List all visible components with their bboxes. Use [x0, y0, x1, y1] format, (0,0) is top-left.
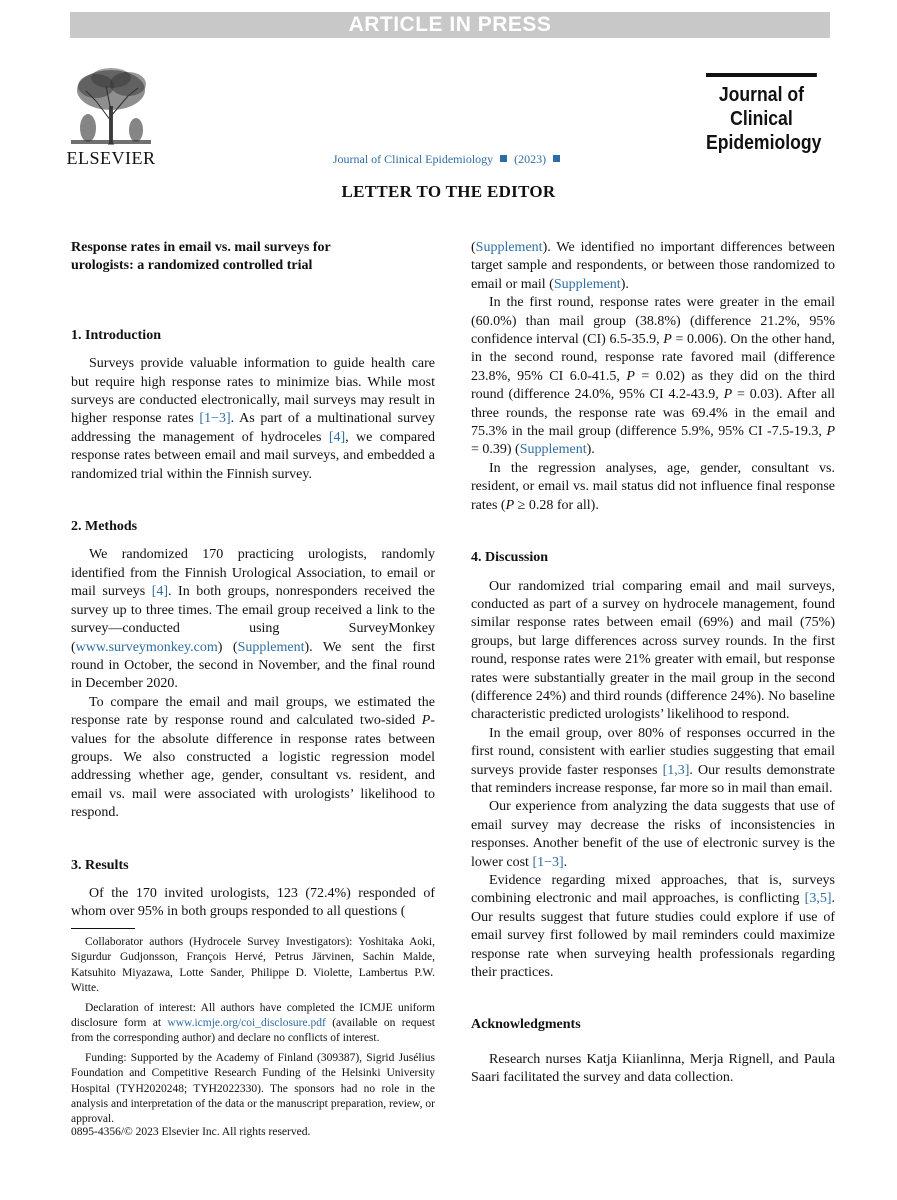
square-icon: [553, 155, 560, 162]
text: . Our results demonstrate that reminders increase response, far more so in mail than email.: [471, 762, 836, 796]
text: Our experience from analyzing the data suggests that use of email survey may decrease the risks of inconsistencies in responses. Another benefit of the use of electronic survey is the lower cost: [471, 799, 835, 870]
results-paragraph-cont: (Supplement). We identified no important differences between target sample and respondents, or between those randomized to email or mail (Supplement).: [471, 240, 835, 292]
methods-paragraph: [71, 694, 435, 823]
text: To compare the email and mail groups, we estimated the response rate by response round and calculated two-sided: [71, 694, 435, 729]
text: = 0.02) as they did on the third round (difference 24.0%, 95% CI 4.2-43.9,: [471, 368, 835, 403]
section-type: LETTER TO THE EDITOR: [341, 182, 556, 201]
supplement-link[interactable]: Supplement: [475, 240, 543, 255]
article-title-line2: urologists: a randomized controlled trial: [71, 258, 313, 274]
p-symbol: P: [421, 713, 431, 729]
reference-link[interactable]: [4]: [151, 584, 169, 600]
acknowledgments-heading: Acknowledgments: [471, 1017, 581, 1033]
text: In the regression analyses, age, gender, consultant vs. resident, or email vs. mail status did not influence final response rates (: [471, 460, 835, 513]
intro-paragraph: [71, 355, 435, 484]
supplement-link[interactable]: Supplement: [237, 639, 305, 655]
declaration-footnote: [71, 1001, 435, 1047]
results-paragraph: [471, 460, 835, 515]
results-paragraph: [471, 294, 835, 460]
funding-footnote: Funding: Supported by the Academy of Finland (309387), Sigrid Jusélius Foundation and Competitive Research Funding of the Helsinki University Hospital (TYH2020248; TYH2022330). The sponsors had no role in the analysis and interpretation of the data or the manuscript preparation, review, or approval.: [71, 1051, 435, 1126]
reference-link[interactable]: [4]: [328, 429, 346, 445]
intro-heading: 1. Introduction: [71, 327, 161, 343]
text: (available on request from the corresponding author) and declare no conflicts of interest.: [71, 1017, 435, 1045]
text: .: [563, 854, 568, 870]
publisher-name: ELSEVIER: [66, 148, 156, 168]
left-column: [71, 239, 435, 922]
text: = 0.03). After all three rounds, the response rate was 69.4% in the email and 75.3% in the mail group (difference 5.9%, 95% CI -7.5-19.3,: [471, 387, 835, 440]
methods-heading: 2. Methods: [71, 519, 138, 535]
reference-link[interactable]: [1−3]: [199, 411, 231, 427]
journal-citation-line: [0, 152, 897, 167]
p-symbol: P: [723, 387, 733, 403]
text: ).: [620, 276, 629, 292]
p-symbol: P: [826, 424, 835, 440]
footnotes: [71, 928, 435, 1132]
text: = 0.39) (: [471, 442, 520, 458]
supplement-link[interactable]: Supplement: [553, 276, 621, 292]
article-title-line1: Response rates in email vs. mail surveys for: [71, 240, 331, 255]
acknowledgments-paragraph: Research nurses Katja Kiianlinna, Merja Rignell, and Paula Saari facilitated the survey and data collection.: [471, 1051, 835, 1086]
results-heading: 3. Results: [71, 857, 129, 873]
right-column: [471, 239, 835, 1088]
journal-logo-line: Clinical: [730, 108, 793, 130]
text: ) (: [217, 639, 238, 655]
discussion-paragraph: [471, 725, 835, 799]
icmje-link[interactable]: www.icmje.org/coi_disclosure.pdf: [167, 1017, 326, 1030]
journal-logo-line: Journal of: [718, 84, 804, 106]
reference-link[interactable]: [3,5]: [804, 891, 832, 907]
text: -values for the absolute difference in response rates between groups. We also constructed a logistic regression model addressing whether age, gender, consultant vs. resident, and email vs. mail were associated with urologists’ likelihood to respond.: [71, 713, 435, 821]
text: = 0.006). On the other hand, in the second round, response rate favored mail (difference 23.8%, 95% CI 6.0-41.5,: [471, 332, 835, 384]
square-icon: [500, 155, 507, 162]
text: . In both groups, nonresponders received the survey up to three times. The email group received a link to the survey—conducted using SurveyMonkey (: [71, 584, 435, 655]
journal-year: (2023): [514, 152, 547, 166]
text: . As part of a multinational survey addressing the management of hydroceles: [71, 411, 435, 445]
p-symbol: P: [505, 497, 515, 513]
surveymonkey-link[interactable]: www.surveymonkey.com: [75, 639, 218, 655]
copyright: 0895-4356/© 2023 Elsevier Inc. All rights reserved.: [71, 1126, 311, 1138]
reference-link[interactable]: [1,3]: [662, 762, 690, 778]
text: In the first round, response rates were greater in the email (60.0%) than mail group (38.8%) (difference 21.2%, 95% confidence interval (CI) 6.5-35.9,: [471, 295, 835, 348]
journal-logo: [706, 73, 822, 155]
text: Surveys provide valuable information to guide health care but require high response rates to minimize bias. While most surveys are conducted electronically, mail surveys may result in higher response rates: [71, 356, 435, 427]
elsevier-tree-icon: [66, 66, 156, 146]
text: Declaration of interest: All authors have completed the ICMJE uniform disclosure form at: [71, 1001, 435, 1030]
text: ). We identified no important differences between target sample and respondents, or between those randomized to email or mail (: [471, 240, 835, 292]
collaborators-footnote: Collaborator authors (Hydrocele Survey Investigators): Yoshitaka Aoki, Sigurdur Gudjonsson, François Hervé, Petrus Järvinen, Sachin Malde, Katsuhito Miyazawa, Lotte Sander, Philippe D. Violette, Lambertus P.W. Witte.: [71, 936, 435, 995]
text: Of the 170 invited urologists, 123 (72.4%) responded of whom over 95% in both groups responded to all questions (: [71, 885, 435, 920]
text: ). We sent the first round in October, the second in November, and the final round in December 2020.: [71, 639, 435, 692]
article-in-press-banner: ARTICLE IN PRESS: [70, 12, 830, 38]
text: ).: [586, 442, 595, 458]
text: Evidence regarding mixed approaches, that is, surveys combining electronic and mail approaches, is conflicting: [471, 873, 835, 907]
journal-name-link[interactable]: Journal of Clinical Epidemiology: [332, 152, 494, 166]
text: ≥ 0.28 for all).: [514, 497, 599, 513]
p-symbol: P: [663, 332, 672, 348]
discussion-paragraph: [471, 798, 835, 872]
article-title: [71, 239, 435, 276]
supplement-link[interactable]: Supplement: [519, 442, 587, 458]
results-paragraph-start: [71, 885, 435, 922]
reference-link[interactable]: [1−3]: [532, 854, 564, 870]
text: . Our results suggest that future studies could explore if use of email survey first followed by mail reminders could maximize response rate when surveying health professionals regarding their practices.: [471, 891, 835, 981]
journal-logo-line: Epidemiology: [706, 132, 822, 154]
discussion-heading: 4. Discussion: [471, 550, 549, 566]
discussion-paragraph: Our randomized trial comparing email and mail surveys, conducted as part of a survey on hydrocele management, found similar response rates between email (69%) and mail (75%) groups, but large differences across survey rounds. In the first round, response rates were 21% greater with email, but response rates were substantially greater in the mail group in the second (difference 24%) and third rounds (difference 24%). No baseline characteristic predicted urologists’ likelihood to respond.: [471, 578, 835, 723]
discussion-paragraph: [471, 872, 835, 982]
methods-paragraph: [71, 546, 435, 693]
text: , we compared response rates between email and mail surveys, and embedded a randomized trial within the Finnish survey.: [71, 429, 435, 482]
text: We randomized 170 practicing urologists, randomly identified from the Finnish Urological Association, to email or mail surveys: [71, 547, 435, 600]
text: In the email group, over 80% of responses occurred in the first round, consistent with earlier studies suggesting that email surveys provide faster responses: [471, 725, 835, 778]
p-symbol: P: [626, 368, 635, 384]
